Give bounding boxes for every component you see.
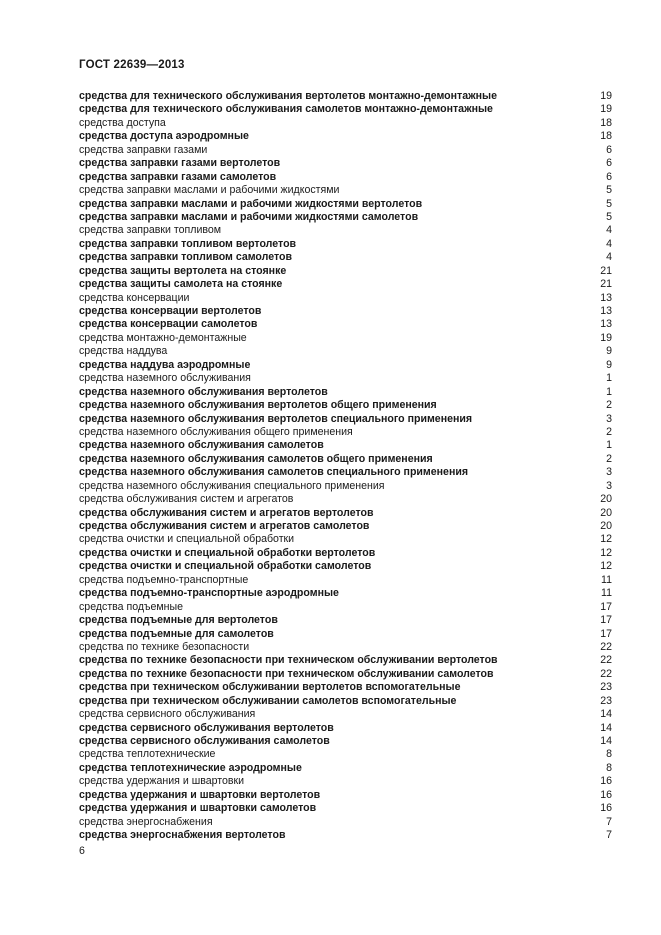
index-entry	[79, 372, 612, 385]
index-entry	[79, 211, 612, 224]
index-page-ref: 3	[606, 466, 612, 479]
index-page-ref: 5	[606, 197, 612, 210]
index-page-ref: 23	[600, 694, 612, 707]
index-page-ref: 17	[600, 600, 612, 613]
index-entry	[79, 426, 612, 439]
index-page-ref: 16	[600, 775, 612, 788]
document-header: ГОСТ 22639—2013	[79, 59, 185, 71]
index-page-ref: 9	[606, 358, 612, 371]
index-entry	[79, 265, 612, 278]
index-page-ref: 2	[606, 452, 612, 465]
index-entry	[79, 802, 612, 815]
index-page-ref: 13	[600, 305, 612, 317]
index-entry	[79, 681, 612, 694]
index-term: средства наземного обслуживания вертолетов	[79, 385, 328, 398]
index-entry	[79, 614, 612, 627]
index-entry	[79, 292, 612, 305]
index-page-ref: 21	[600, 264, 612, 277]
index-entry	[79, 789, 612, 802]
index-page-ref: 3	[606, 479, 612, 492]
index-entry	[79, 117, 612, 130]
index-page-ref: 8	[606, 761, 612, 774]
index-term: средства заправки маслами и рабочими жидкостями	[79, 184, 340, 197]
index-page-ref: 3	[606, 412, 612, 425]
index-entry	[79, 238, 612, 251]
index-page-ref: 14	[600, 721, 612, 734]
index-entry	[79, 413, 612, 426]
index-entry	[79, 668, 612, 681]
index-entry	[79, 224, 612, 237]
index-entry	[79, 359, 612, 372]
index-page-ref: 13	[600, 291, 612, 304]
index-entry	[79, 318, 612, 331]
index-page-ref: 4	[606, 224, 612, 237]
index-page-ref: 16	[600, 788, 612, 801]
index-term: средства консервации самолетов	[79, 318, 258, 331]
index-term: средства заправки топливом самолетов	[79, 251, 293, 264]
index-term: средства энергоснабжения вертолетов	[79, 829, 286, 842]
index-page-ref: 14	[600, 708, 612, 721]
index-page-ref: 2	[606, 399, 612, 412]
index-term: средства сервисного обслуживания самолетов	[79, 735, 330, 747]
index-entry	[79, 520, 612, 533]
index-page-ref: 1	[606, 385, 612, 398]
index-entry	[79, 439, 612, 452]
index-entry	[79, 171, 612, 184]
index-page-ref: 19	[600, 90, 612, 102]
index-page-ref: 2	[606, 425, 612, 438]
index-entry	[79, 547, 612, 560]
index-term: средства наземного обслуживания вертолетов общего применения	[79, 399, 437, 412]
index-page-ref: 12	[600, 546, 612, 559]
index-page-ref: 17	[600, 614, 612, 627]
index-entry	[79, 480, 612, 493]
index-entry	[79, 144, 612, 157]
index-page-ref: 20	[600, 493, 612, 506]
index-page-ref: 22	[600, 667, 612, 680]
index-entry	[79, 641, 612, 654]
index-term: средства теплотехнические	[79, 748, 216, 761]
index-entry	[79, 695, 612, 708]
index-entry	[79, 386, 612, 399]
index-page-ref: 13	[600, 318, 612, 331]
index-entry	[79, 399, 612, 412]
index-term: средства консервации вертолетов	[79, 305, 262, 317]
index-term: средства заправки маслами и рабочими жидкостями самолетов	[79, 210, 419, 223]
index-entry	[79, 762, 612, 775]
index-entry	[79, 278, 612, 291]
index-entry	[79, 533, 612, 546]
index-page-ref: 22	[600, 654, 612, 667]
index-page-ref: 7	[606, 829, 612, 842]
index-term: средства при техническом обслуживании вертолетов вспомогательные	[79, 681, 461, 694]
index-entry	[79, 708, 612, 721]
index-term: средства обслуживания систем и агрегатов	[79, 493, 294, 506]
index-entry	[79, 560, 612, 573]
index-entry	[79, 587, 612, 600]
index-term: средства удержания и швартовки вертолетов	[79, 788, 321, 801]
index-entry	[79, 157, 612, 170]
index-term: средства наземного обслуживания	[79, 372, 251, 385]
index-term: средства заправки топливом	[79, 224, 222, 237]
index-term: средства удержания и швартовки самолетов	[79, 802, 317, 815]
index-page-ref: 12	[600, 533, 612, 546]
index-entry	[79, 816, 612, 829]
index-entry	[79, 748, 612, 761]
index-entry	[79, 601, 612, 614]
index-term: средства подъемные	[79, 600, 184, 613]
index-term: средства подъемные для вертолетов	[79, 614, 278, 627]
index-term: средства сервисного обслуживания	[79, 708, 256, 721]
index-page-ref: 20	[600, 506, 612, 519]
index-entry	[79, 735, 612, 748]
index-entry	[79, 130, 612, 143]
index-page-ref: 19	[600, 103, 612, 116]
index-term: средства заправки газами самолетов	[79, 170, 277, 183]
index-term: средства очистки и специальной обработки самолетов	[79, 560, 372, 573]
index-page-ref: 1	[606, 372, 612, 385]
index-term: средства заправки газами вертолетов	[79, 157, 281, 170]
index-term: средства при техническом обслуживании самолетов вспомогательные	[79, 694, 457, 707]
index-term: средства подъемно-транспортные	[79, 573, 249, 586]
index-entry	[79, 628, 612, 641]
index-page-ref: 11	[601, 587, 612, 600]
index-page-ref: 16	[600, 802, 612, 815]
index-entry	[79, 574, 612, 587]
index-page-ref: 9	[606, 345, 612, 358]
index-page-ref: 4	[606, 237, 612, 250]
index-entry	[79, 198, 612, 211]
index-term: средства заправки газами	[79, 143, 208, 156]
index-term: средства для технического обслуживания самолетов монтажно-демонтажные	[79, 103, 493, 116]
index-term: средства сервисного обслуживания вертолетов	[79, 721, 334, 734]
index-term: средства наземного обслуживания самолетов специального применения	[79, 466, 469, 479]
index-page-ref: 4	[606, 251, 612, 264]
index-page-ref: 8	[606, 748, 612, 761]
index-term: средства удержания и швартовки	[79, 775, 245, 788]
index-entry	[79, 90, 612, 103]
index-page-ref: 7	[606, 815, 612, 828]
index-term: средства доступа аэродромные	[79, 130, 249, 143]
index-entry	[79, 466, 612, 479]
index-entry	[79, 345, 612, 358]
index-term: средства обслуживания систем и агрегатов самолетов	[79, 520, 370, 532]
index-entry	[79, 184, 612, 197]
index-page-ref: 12	[600, 560, 612, 573]
index-term: средства наземного обслуживания специального применения	[79, 479, 385, 492]
index-term: средства по технике безопасности	[79, 640, 250, 653]
index-term: средства энергоснабжения	[79, 815, 213, 828]
index-entry	[79, 654, 612, 667]
index-term: средства очистки и специальной обработки	[79, 533, 295, 546]
index-term: средства подъемные для самолетов	[79, 627, 274, 640]
index-term: средства наземного обслуживания самолетов общего применения	[79, 452, 433, 465]
index-page-ref: 21	[600, 278, 612, 291]
index-page-ref: 14	[600, 735, 612, 747]
index-term: средства наземного обслуживания вертолетов специального применения	[79, 412, 473, 425]
alphabetical-index	[79, 90, 612, 843]
index-page-ref: 6	[606, 170, 612, 183]
index-entry	[79, 775, 612, 788]
index-term: средства защиты самолета на стоянке	[79, 278, 283, 291]
index-entry	[79, 453, 612, 466]
index-term: средства консервации	[79, 291, 190, 304]
index-entry	[79, 305, 612, 318]
index-page-ref: 6	[606, 143, 612, 156]
index-term: средства монтажно-демонтажные	[79, 331, 247, 344]
page-number: 6	[79, 845, 85, 857]
index-term: средства по технике безопасности при техническом обслуживании самолетов	[79, 667, 494, 680]
index-page-ref: 19	[600, 331, 612, 344]
index-term: средства защиты вертолета на стоянке	[79, 264, 287, 277]
index-page-ref: 18	[600, 116, 612, 129]
index-term: средства наземного обслуживания общего применения	[79, 425, 353, 438]
index-page-ref: 5	[606, 210, 612, 223]
index-term: средства заправки маслами и рабочими жидкостями вертолетов	[79, 197, 423, 210]
index-page-ref: 18	[600, 130, 612, 143]
index-page-ref: 6	[606, 157, 612, 170]
index-term: средства очистки и специальной обработки вертолетов	[79, 546, 376, 559]
index-page-ref: 1	[606, 439, 612, 452]
index-entry	[79, 829, 612, 842]
index-entry	[79, 493, 612, 506]
index-term: средства наддува	[79, 345, 168, 358]
index-page-ref: 5	[606, 184, 612, 197]
index-term: средства теплотехнические аэродромные	[79, 761, 302, 774]
index-entry	[79, 722, 612, 735]
index-page-ref: 17	[600, 627, 612, 640]
index-page-ref: 22	[600, 640, 612, 653]
index-entry	[79, 251, 612, 264]
index-term: средства наземного обслуживания самолетов	[79, 439, 324, 452]
index-term: средства подъемно-транспортные аэродромные	[79, 587, 339, 600]
index-page-ref: 20	[600, 520, 612, 532]
index-term: средства по технике безопасности при техническом обслуживании вертолетов	[79, 654, 498, 667]
index-term: средства заправки топливом вертолетов	[79, 237, 297, 250]
index-term: средства наддува аэродромные	[79, 358, 251, 371]
index-entry	[79, 103, 612, 116]
index-entry	[79, 332, 612, 345]
index-term: средства доступа	[79, 116, 166, 129]
index-page-ref: 11	[601, 573, 612, 586]
index-term: средства обслуживания систем и агрегатов вертолетов	[79, 506, 374, 519]
index-entry	[79, 507, 612, 520]
index-term: средства для технического обслуживания вертолетов монтажно-демонтажные	[79, 90, 497, 102]
index-page-ref: 23	[600, 681, 612, 694]
